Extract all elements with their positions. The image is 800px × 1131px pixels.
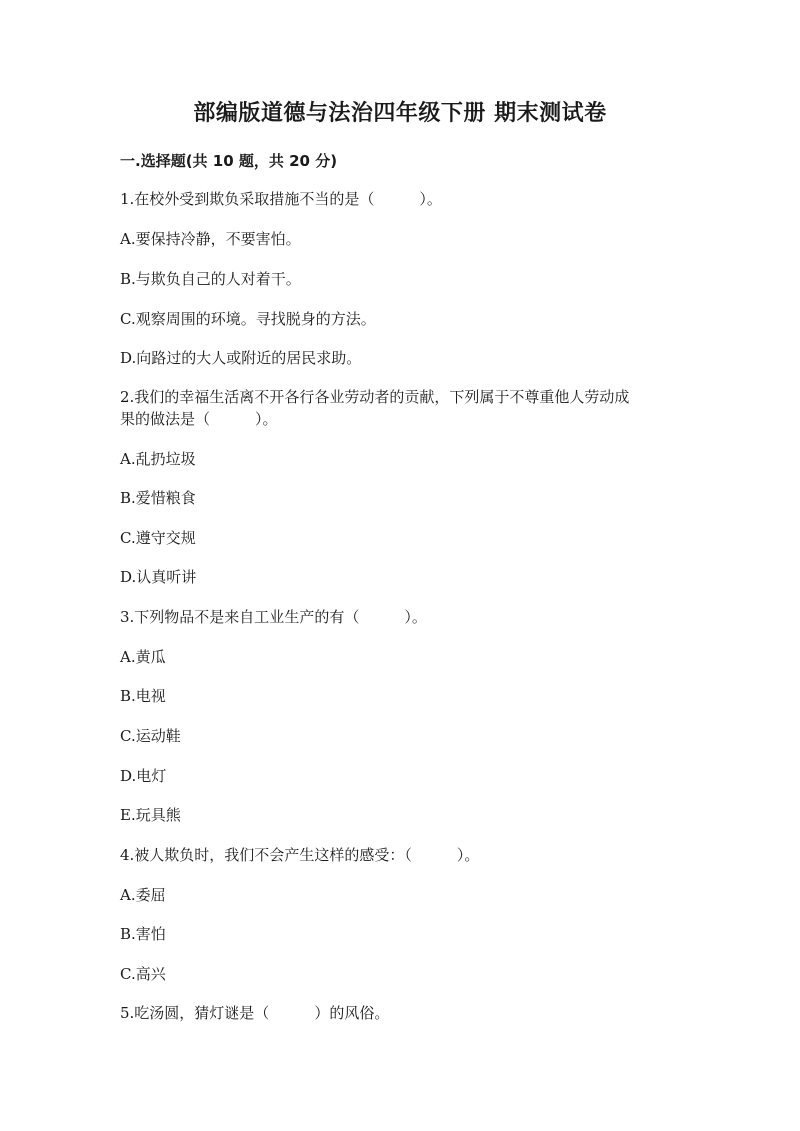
- question-2-stem-line-1: 2.我们的幸福生活离不开各行各业劳动者的贡献，下列属于不尊重他人劳动成: [120, 388, 630, 406]
- question-2-option-b: B.爱惜粮食: [120, 489, 196, 507]
- question-3-option-e: E.玩具熊: [120, 806, 181, 824]
- question-1-option-c: C.观察周围的环境。寻找脱身的方法。: [120, 310, 376, 328]
- question-3-option-c: C.运动鞋: [120, 727, 181, 745]
- question-2-option-a: A.乱扔垃圾: [120, 450, 196, 468]
- question-4-option-c: C.高兴: [120, 965, 166, 983]
- question-4-stem: 4.被人欺负时，我们不会产生这样的感受：（ ）。: [120, 846, 480, 864]
- page-title: 部编版道德与法治四年级下册 期末测试卷: [193, 101, 607, 126]
- question-3-stem: 3.下列物品不是来自工业生产的有（ ）。: [120, 608, 427, 626]
- section-heading: 一.选择题(共 10 题，共 20 分): [120, 152, 338, 170]
- question-3-option-b: B.电视: [120, 687, 166, 705]
- question-2-stem-line-2: 果的做法是（ ）。: [120, 410, 278, 428]
- question-2-option-d: D.认真听讲: [120, 568, 197, 586]
- question-4-option-b: B.害怕: [120, 925, 166, 943]
- question-5-stem: 5.吃汤圆，猜灯谜是（ ）的风俗。: [120, 1004, 390, 1022]
- question-1-option-b: B.与欺负自己的人对着干。: [120, 270, 301, 288]
- question-1-option-a: A.要保持冷静，不要害怕。: [120, 230, 301, 248]
- question-1-option-d: D.向路过的大人或附近的居民求助。: [120, 349, 362, 367]
- question-3-option-d: D.电灯: [120, 767, 167, 785]
- question-3-option-a: A.黄瓜: [120, 648, 166, 666]
- question-2-option-c: C.遵守交规: [120, 529, 196, 547]
- question-1-stem: 1.在校外受到欺负采取措施不当的是（ ）。: [120, 190, 442, 208]
- question-4-option-a: A.委屈: [120, 886, 166, 904]
